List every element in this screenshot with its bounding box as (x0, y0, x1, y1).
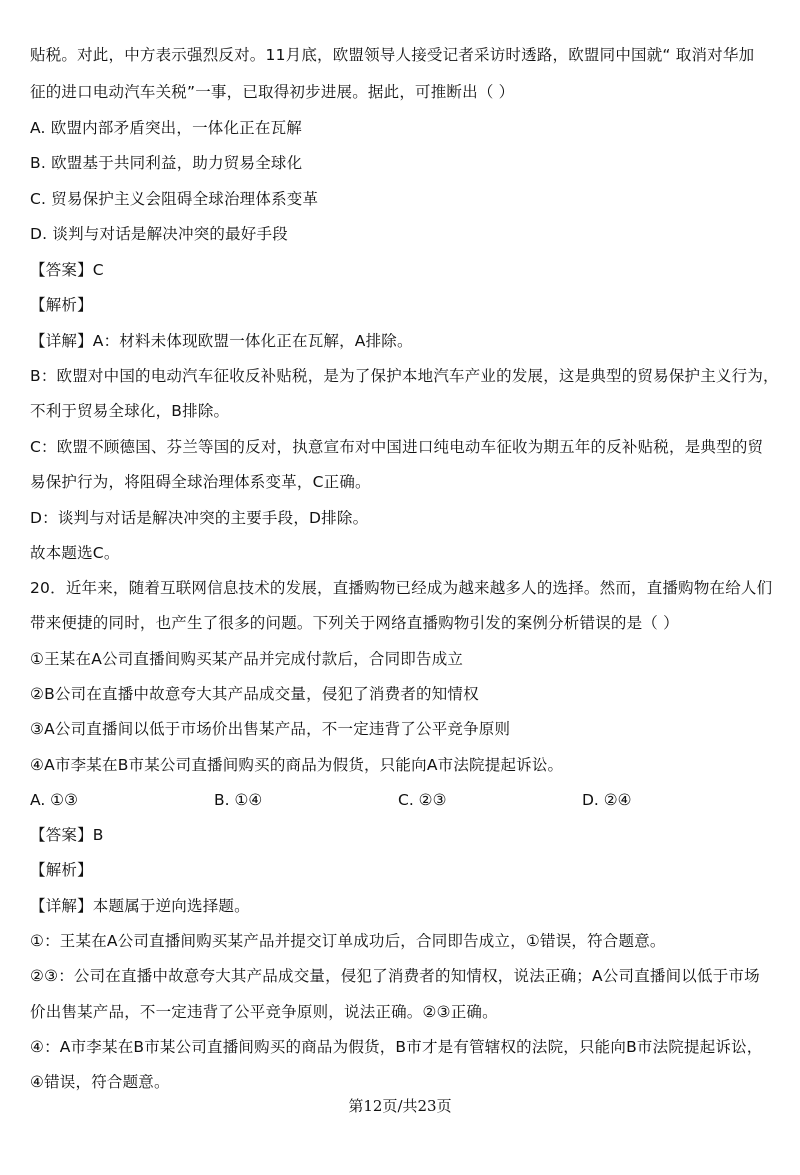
option-d: D. 谈判与对话是解决冲突的最好手段 (30, 225, 288, 243)
statement-1: ①王某在A公司直播间购买某产品并完成付款后，合同即告成立 (30, 650, 464, 668)
detail-line: 【详解】本题属于逆向选择题。 (30, 897, 250, 915)
answer-label: 【答案】B (30, 826, 104, 844)
detail-line: 不利于贸易全球化，B排除。 (30, 402, 230, 420)
option-c: C. 贸易保护主义会阻碍全球治理体系变革 (30, 190, 319, 208)
detail-line: ④错误，符合题意。 (30, 1073, 170, 1091)
question-20-stem: 带来便捷的同时，也产生了很多的问题。下列关于网络直播购物引发的案例分析错误的是（ ） (30, 614, 679, 632)
q20-option-d: D. ②④ (582, 791, 632, 809)
text-line: 贴税。对此，中方表示强烈反对。11月底，欧盟领导人接受记者采访时透路，欧盟同中国就“ 取消对华加 (30, 46, 755, 64)
text-line: 征的进口电动汽车关税”一事，已取得初步进展。据此，可推断出（ ） (30, 83, 515, 101)
question-20-stem: 20．近年来，随着互联网信息技术的发展，直播购物已经成为越来越多人的选择。然而，直播购物在给人们 (30, 579, 773, 597)
detail-line: C：欧盟不顾德国、芬兰等国的反对，执意宣布对中国进口纯电动车征收为期五年的反补贴税，是典型的贸 (30, 438, 764, 456)
detail-line: 易保护行为，将阻碍全球治理体系变革，C正确。 (30, 473, 371, 491)
analysis-label: 【解析】 (30, 861, 93, 879)
answer-label: 【答案】C (30, 261, 104, 279)
page-number: 第12页/共23页 (348, 1097, 452, 1115)
detail-line: ②③：公司在直播中故意夸大其产品成交量，侵犯了消费者的知情权，说法正确；A公司直播间以低于市场 (30, 967, 760, 985)
q20-option-c: C. ②③ (398, 791, 447, 809)
detail-line: ④：A市李某在B市某公司直播间购买的商品为假货，B市才是有管辖权的法院，只能向B市法院提起诉讼， (30, 1038, 763, 1056)
detail-line: D：谈判与对话是解决冲突的主要手段，D排除。 (30, 509, 369, 527)
statement-4: ④A市李某在B市某公司直播间购买的商品为假货，只能向A市法院提起诉讼。 (30, 756, 564, 774)
detail-line: 【详解】A：材料未体现欧盟一体化正在瓦解，A排除。 (30, 332, 413, 350)
detail-line: B：欧盟对中国的电动汽车征收反补贴税，是为了保护本地汽车产业的发展，这是典型的贸易保护主义行为， (30, 367, 779, 385)
q20-option-a: A. ①③ (30, 791, 78, 809)
conclusion-line: 故本题选C。 (30, 544, 120, 562)
detail-line: ①：王某在A公司直播间购买某产品并提交订单成功后，合同即告成立，①错误，符合题意。 (30, 932, 666, 950)
option-b: B. 欧盟基于共同利益，助力贸易全球化 (30, 154, 303, 172)
analysis-label: 【解析】 (30, 296, 93, 314)
detail-line: 价出售某产品，不一定违背了公平竞争原则，说法正确。②③正确。 (30, 1003, 498, 1021)
statement-3: ③A公司直播间以低于市场价出售某产品，不一定违背了公平竞争原则 (30, 720, 511, 738)
statement-2: ②B公司在直播中故意夸大其产品成交量，侵犯了消费者的知情权 (30, 685, 479, 703)
q20-option-b: B. ①④ (214, 791, 263, 809)
option-a: A. 欧盟内部矛盾突出，一体化正在瓦解 (30, 119, 302, 137)
